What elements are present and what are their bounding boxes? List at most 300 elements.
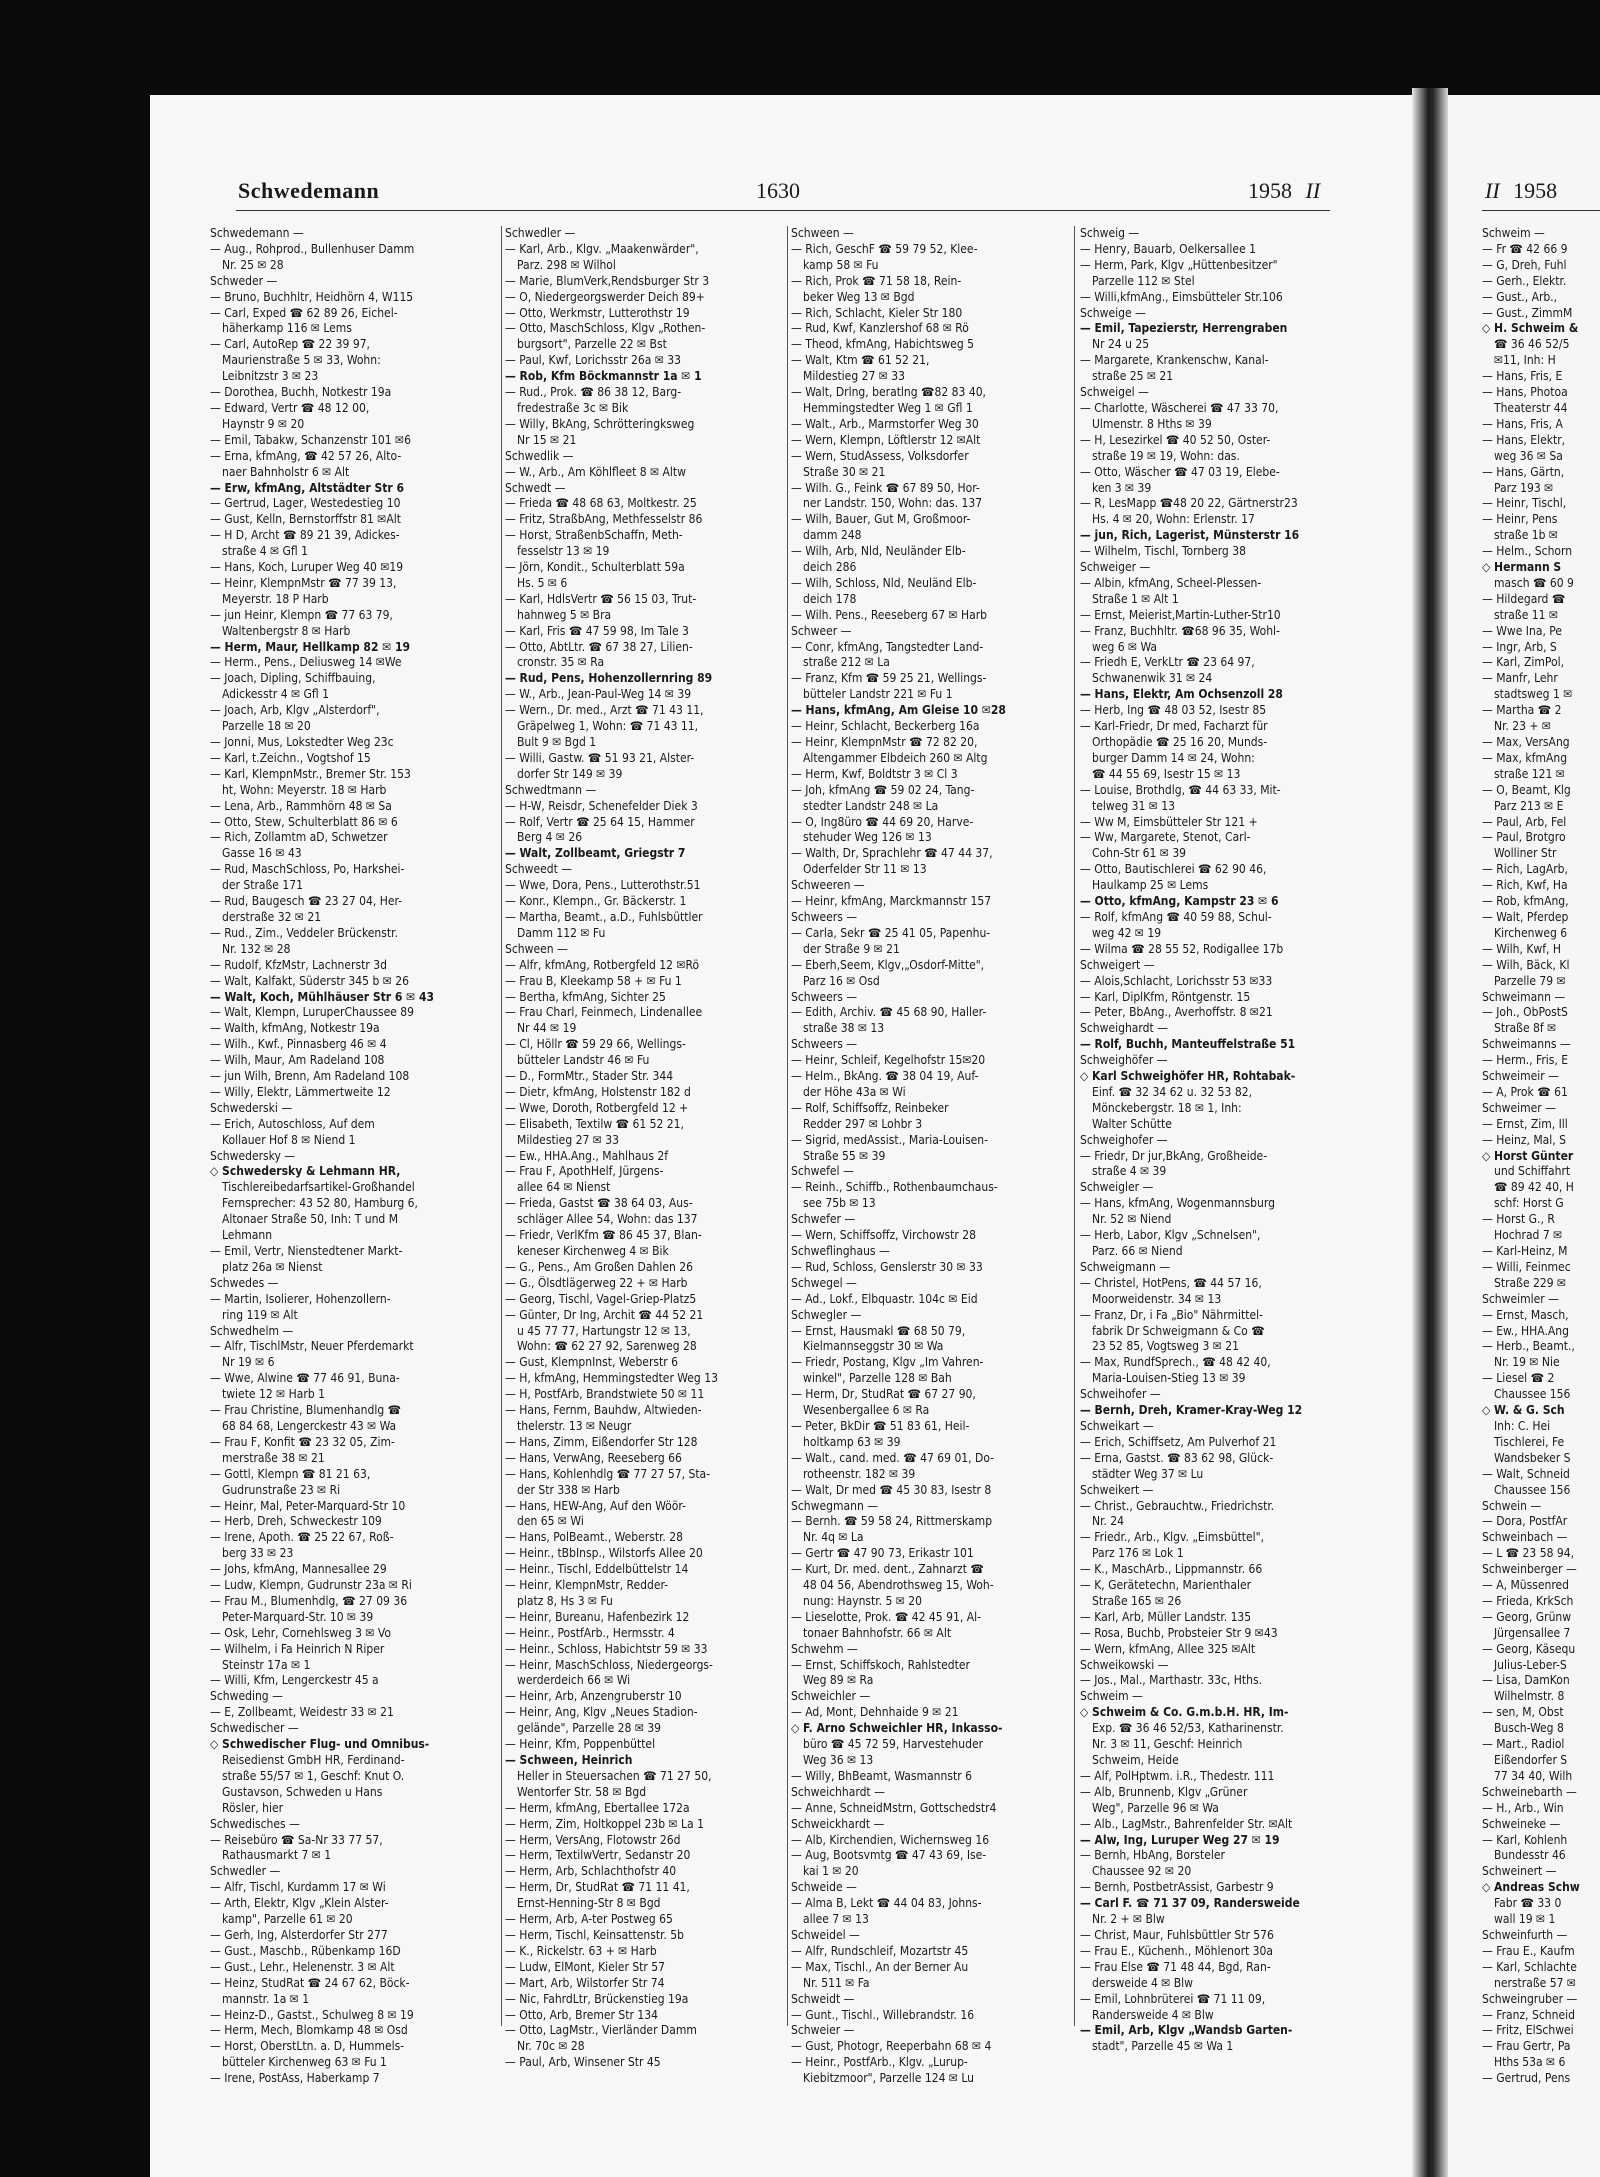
directory-line: häherkamp 116 ✉ Lems	[222, 321, 352, 336]
directory-line: — Max, Tischl., An der Berner Au	[791, 1959, 969, 1974]
directory-line: — Herm, Mech, Blomkamp 48 ✉ Osd	[210, 2023, 408, 2038]
directory-line: Chaussee 92 ✉ 20	[1092, 1864, 1192, 1879]
directory-column-right-page	[1482, 226, 1600, 2086]
directory-line: — Herm, Park, Klgv „Hüttenbesitzer"	[1080, 257, 1278, 272]
directory-line: — Frau E., Küchenh., Möhlenort 30a	[1080, 1943, 1274, 1958]
directory-line: — Herm., Fris, E	[1482, 1053, 1569, 1068]
directory-line: — Wwe, Alwine ☎ 77 46 91, Buna-	[210, 1371, 400, 1386]
directory-line: — Ww, Margarete, Stenot, Carl-	[1080, 830, 1251, 845]
directory-line: — Friedr., Arb., Klgv. „Eimsbüttel",	[1080, 1530, 1265, 1545]
directory-line: 48 04 56, Abendrothsweg 15, Woh-	[803, 1578, 994, 1593]
directory-line: Wilhelmstr. 8	[1494, 1689, 1565, 1704]
directory-line: Nr. 24	[1092, 1514, 1124, 1529]
directory-line: kai 1 ✉ 20	[803, 1864, 859, 1879]
directory-line: kamp 58 ✉ Fu	[803, 257, 879, 272]
directory-line: — Karl, DiplKfm, Röntgenstr. 15	[1080, 989, 1251, 1004]
directory-line: — Edward, Vertr ☎ 48 12 00,	[210, 400, 370, 415]
directory-line: Hemmingstedter Weg 1 ✉ Gfl 1	[803, 400, 973, 415]
directory-line: Kiebitzmoor", Parzelle 124 ✉ Lu	[803, 2071, 975, 2086]
directory-line: Haynstr 9 ✉ 20	[222, 416, 305, 431]
directory-line: — Bernh, Dreh, Kramer-Kray-Weg 12	[1080, 1403, 1303, 1418]
entry-heading: Schweinberger —	[1482, 1562, 1577, 1577]
directory-line: — Frieda, Gastst ☎ 38 64 03, Aus-	[505, 1196, 693, 1211]
directory-line: — Erw, kfmAng, Altstädter Str 6	[210, 480, 404, 495]
directory-line: städter Weg 37 ✉ Lu	[1092, 1466, 1204, 1481]
directory-line: straße 19 ✉ 19, Wohn: das.	[1092, 448, 1240, 463]
directory-line: — Heinr, Bureanu, Hafenbezirk 12	[505, 1609, 690, 1624]
directory-line: — Alb., LagMstr., Bahrenfelder Str. ✉Alt	[1080, 1816, 1293, 1831]
directory-line: — Wwe, Doroth, Rotbergfeld 12 +	[505, 1100, 689, 1115]
directory-line: — Rud, Pens, Hohenzollernring 89	[505, 671, 713, 686]
directory-line: schf: Horst G	[1494, 1196, 1564, 1211]
directory-line: — Herb, Ing ☎ 48 03 52, Isestr 85	[1080, 703, 1267, 718]
directory-line: Hs. 5 ✉ 6	[517, 575, 568, 590]
directory-line: hahnweg 5 ✉ Bra	[517, 607, 612, 622]
directory-line: — A, Müssenred	[1482, 1578, 1570, 1593]
directory-line: — O, Beamt, Klg	[1482, 782, 1571, 797]
directory-line: — Frau F, ApothHelf, Jürgens-	[505, 1164, 664, 1179]
directory-line: Straße 55 ✉ 39	[803, 1148, 886, 1163]
directory-line: Walter Schütte	[1092, 1116, 1172, 1131]
entry-heading: Schweikart —	[1080, 1418, 1154, 1433]
directory-line: — Helm., BkAng. ☎ 38 04 19, Auf-	[791, 1069, 979, 1084]
directory-line: — Heinr, KlempnMstr, Redder-	[505, 1578, 669, 1593]
directory-line: — Hans, kfmAng, Am Gleise 10 ✉28	[791, 703, 1006, 718]
directory-line: — Rich, Schlacht, Kieler Str 180	[791, 305, 963, 320]
directory-line: Busch-Weg 8	[1494, 1721, 1564, 1736]
directory-line: — Theod, kfmAng, Habichtsweg 5	[791, 337, 974, 352]
directory-line: — Hans, PolBeamt., Weberstr. 28	[505, 1530, 684, 1545]
directory-line: — Willi, Feinmec	[1482, 1259, 1571, 1274]
directory-line: stedter Landstr 248 ✉ La	[803, 798, 939, 813]
entry-heading: Schweidel —	[791, 1927, 860, 1942]
directory-line: — Lieselotte, Prok. ☎ 42 45 91, Al-	[791, 1609, 981, 1624]
directory-line: — Franz, Buchhltr. ☎68 96 35, Wohl-	[1080, 623, 1280, 638]
directory-line: Rösler, hier	[222, 1800, 284, 1815]
directory-line: — Herm, Arb, Schlachthofstr 40	[505, 1864, 677, 1879]
directory-line: — G, Dreh, Fuhl	[1482, 257, 1567, 272]
directory-line: ◇ Horst Günter	[1482, 1148, 1574, 1163]
entry-heading: Schwedersky —	[210, 1148, 296, 1163]
directory-line: rotheenstr. 182 ✉ 39	[803, 1466, 916, 1481]
directory-line: — Gottl, Klempn ☎ 81 21 63,	[210, 1466, 371, 1481]
directory-line: — Helm., Schorn	[1482, 544, 1573, 559]
directory-line: Rathausmarkt 7 ✉ 1	[222, 1848, 332, 1863]
directory-line: — Rolf, Buchh, Manteuffelstraße 51	[1080, 1037, 1296, 1052]
directory-line: — Ernst, Meierist,Martin-Luther-Str10	[1080, 607, 1281, 622]
directory-line: — Friedr, Postang, Klgv „Im Vahren-	[791, 1355, 984, 1370]
directory-line: — Wilh, Bauer, Gut M, Großmoor-	[791, 512, 971, 527]
directory-line: — Frau Charl, Feinmech, Lindenallee	[505, 1005, 703, 1020]
directory-line: — Martha, Beamt., a.D., Fuhlsbüttler	[505, 909, 703, 924]
directory-line: — Gertrud, Lager, Westedestieg 10	[210, 496, 401, 511]
directory-line: den 65 ✉ Wi	[517, 1514, 584, 1529]
directory-line: — Hans, Fris, E	[1482, 369, 1563, 384]
entry-heading: Schweiger —	[1080, 560, 1151, 575]
directory-line: — Max, kfmAng	[1482, 750, 1568, 765]
directory-line: — Karl, KlempnMstr., Bremer Str. 153	[210, 766, 411, 781]
directory-line: Lehmann	[222, 1228, 273, 1243]
directory-line: — Dietr, kfmAng, Holstenstr 182 d	[505, 1084, 691, 1099]
directory-line: — Carla, Sekr ☎ 25 41 05, Papenhu-	[791, 925, 991, 940]
directory-line: — Rud., Zim., Veddeler Brückenstr.	[210, 925, 398, 940]
directory-line: — Alb, Kirchendien, Wichernsweg 16	[791, 1832, 990, 1847]
entry-heading: Schwedes —	[210, 1275, 279, 1290]
directory-line: Nr. 132 ✉ 28	[222, 941, 291, 956]
entry-heading: Schweighardt —	[1080, 1021, 1168, 1036]
directory-line: — Hans, Elektr,	[1482, 432, 1566, 447]
directory-line: — Walt., cand. med. ☎ 47 69 01, Do-	[791, 1450, 995, 1465]
directory-line: — Max, RundfSprech., ☎ 48 42 40,	[1080, 1355, 1271, 1370]
directory-line: ken 3 ✉ 39	[1092, 480, 1152, 495]
directory-line: — Paul, Arb, Winsener Str 45	[505, 2055, 661, 2070]
directory-line: Weg", Parzelle 96 ✉ Wa	[1092, 1800, 1219, 1815]
directory-line: — Willi,kfmAng., Eimsbütteler Str.106	[1080, 289, 1283, 304]
directory-line: straße 11 ✉	[1494, 607, 1558, 622]
directory-line: — Louise, Brothdlg, ☎ 44 63 33, Mit-	[1080, 782, 1281, 797]
directory-line: — Hans, Photoa	[1482, 385, 1568, 400]
directory-line: Theaterstr 44	[1494, 400, 1568, 415]
directory-line: — Sigrid, medAssist., Maria-Louisen-	[791, 1132, 989, 1147]
directory-line: — Walt, Ktm ☎ 61 52 21,	[791, 353, 930, 368]
directory-line: ◇ Schwedersky & Lehmann HR,	[210, 1164, 401, 1179]
directory-line: — Ernst, Schiffskoch, Rahlstedter	[791, 1657, 970, 1672]
entry-heading: Schweier —	[791, 2023, 855, 2038]
directory-line: Jürgensallee 7	[1494, 1625, 1571, 1640]
directory-line: — Gertrud, Pens	[1482, 2071, 1571, 2086]
directory-line: Nr. 23 + ✉	[1494, 719, 1551, 734]
directory-line: — Wern, kfmAng, Allee 325 ✉Alt	[1080, 1641, 1256, 1656]
running-head-right: II 1958	[1485, 178, 1558, 203]
entry-heading: Schwefel —	[791, 1164, 854, 1179]
directory-line: — Walt, Dr med ☎ 45 30 83, Isestr 8	[791, 1482, 992, 1497]
directory-line: — Georg, Grünw	[1482, 1609, 1572, 1624]
directory-line: — Heinz, Mal, S	[1482, 1132, 1566, 1147]
directory-line: — Rich, Prok ☎ 71 58 18, Rein-	[791, 273, 962, 288]
directory-line: straße 25 ✉ 21	[1092, 369, 1174, 384]
directory-line: Fabr ☎ 33 0	[1494, 1896, 1562, 1911]
directory-line: Hochrad 7 ✉	[1494, 1228, 1563, 1243]
entry-heading: Schweichler —	[791, 1689, 871, 1704]
directory-line: allee 7 ✉ 13	[803, 1912, 869, 1927]
directory-line: — Arth, Elektr, Klgv „Klein Alster-	[210, 1896, 389, 1911]
directory-line: — Hans, Elektr, Am Ochsenzoll 28	[1080, 687, 1283, 702]
directory-line: Gräpelweg 1, Wohn: ☎ 71 43 11,	[517, 719, 699, 734]
directory-line: Parz. 298 ✉ Wilhol	[517, 257, 616, 272]
entry-heading: Schweder —	[210, 273, 278, 288]
directory-line: Nr. 3 ✉ 11, Geschf: Heinrich	[1092, 1737, 1243, 1752]
directory-line: ☎ 36 46 52/5	[1494, 337, 1570, 352]
directory-line: platz 8, Hs 3 ✉ Fu	[517, 1593, 613, 1608]
directory-line: — Rich, LagArb,	[1482, 862, 1568, 877]
directory-line: — Otto, Arb, Bremer Str 134	[505, 2007, 658, 2022]
entry-heading: Schweimeir —	[1482, 1069, 1559, 1084]
directory-line: — Ad, Mont, Dehnhaide 9 ✉ 21	[791, 1705, 959, 1720]
directory-line: — Fr ☎ 42 66 9	[1482, 241, 1568, 256]
directory-line: ✉11, Inh: H	[1494, 353, 1556, 368]
directory-line: Parz 16 ✉ Osd	[803, 973, 880, 988]
directory-line: merstraße 38 ✉ 21	[222, 1450, 325, 1465]
directory-line: Heller in Steuersachen ☎ 71 27 50,	[517, 1768, 712, 1783]
directory-line: — Irene, PostAss, Haberkamp 7	[210, 2071, 380, 2086]
entry-heading: Schweer —	[791, 623, 852, 638]
directory-line: ◇ W. & G. Sch	[1482, 1403, 1565, 1418]
directory-line: — Hans, Gärtn,	[1482, 464, 1565, 479]
book-gutter	[1412, 88, 1448, 2177]
directory-line: — Günter, Dr Ing, Archit ☎ 44 52 21	[505, 1307, 704, 1322]
entry-heading: Schweichhardt —	[791, 1784, 885, 1799]
directory-line: — Gerh, Ing, Alsterdorfer Str 277	[210, 1927, 388, 1942]
directory-line: — Alois,Schlacht, Lorichsstr 53 ✉33	[1080, 973, 1273, 988]
directory-line: — Martin, Isolierer, Hohenzollern-	[210, 1291, 391, 1306]
directory-line: fabrik Dr Schweigmann & Co ☎	[1092, 1323, 1265, 1338]
entry-heading: Schwegel —	[791, 1275, 857, 1290]
directory-line: Bundesstr 46	[1494, 1848, 1566, 1863]
directory-line: — Bernh, HbAng, Borsteler	[1080, 1848, 1225, 1863]
directory-line: und Schiffahrt	[1494, 1164, 1571, 1179]
entry-heading: Schweighöfer —	[1080, 1053, 1168, 1068]
directory-line: — Karl-Heinz, M	[1482, 1244, 1568, 1258]
directory-line: 77 34 40, Wilh	[1494, 1768, 1573, 1783]
directory-line: — Erna, Gastst. ☎ 83 62 98, Glück-	[1080, 1450, 1274, 1465]
directory-line: — R, LesMapp ☎48 20 22, Gärtnerstr23	[1080, 496, 1298, 511]
directory-line: — Reisebüro ☎ Sa-Nr 33 77 57,	[210, 1832, 383, 1847]
directory-line: — Rudolf, KfzMstr, Lachnerstr 3d	[210, 957, 387, 972]
directory-line: Schweim, Heide	[1092, 1753, 1179, 1767]
scan-border-top	[0, 0, 1600, 95]
directory-line: — Lena, Arb., Rammhörn 48 ✉ Sa	[210, 798, 392, 813]
directory-line: Ulmenstr. 8 Hths ✉ 39	[1092, 416, 1212, 431]
directory-line: — Carl, Exped ☎ 62 89 26, Eichel-	[210, 305, 398, 320]
running-head-year: 1958 II	[1248, 178, 1321, 203]
directory-line: — Hans, Koch, Luruper Weg 40 ✉19	[210, 560, 404, 575]
directory-line: — O, Ing8üro ☎ 44 69 20, Harve-	[791, 814, 974, 829]
directory-line: — Emil, Arb, Klgv „Wandsb Garten-	[1080, 2023, 1293, 2038]
directory-line: Nr. 52 ✉ Niend	[1092, 1212, 1172, 1227]
entry-heading: Schweedt —	[505, 862, 573, 877]
directory-line: — H., Arb., Win	[1482, 1800, 1564, 1815]
entry-heading: Schwedlik —	[505, 448, 574, 463]
directory-line: Eißendorfer S	[1494, 1753, 1568, 1767]
directory-line: — Horst G., R	[1482, 1212, 1555, 1227]
directory-line: — Otto, Stew, Schulterblatt 86 ✉ 6	[210, 814, 398, 829]
directory-line: Parz 213 ✉ E	[1494, 798, 1564, 813]
entry-heading: Schween —	[791, 226, 854, 240]
directory-line: — jun Wilh, Brenn, Am Radeland 108	[210, 1069, 410, 1084]
entry-heading: Schwedemann —	[210, 226, 304, 240]
entry-heading: Schwedler —	[210, 1864, 281, 1879]
directory-line: — Heinr., Schloss, Habichtstr 59 ✉ 33	[505, 1641, 708, 1656]
directory-line: — Alw, Ing, Luruper Weg 27 ✉ 19	[1080, 1832, 1280, 1847]
directory-line: — Aug, Bootsvmtg ☎ 47 43 69, Ise-	[791, 1848, 987, 1863]
directory-line: Wohn: ☎ 62 27 92, Sarenweg 28	[517, 1339, 697, 1354]
directory-line: stehuder Weg 126 ✉ 13	[803, 830, 932, 845]
directory-line: — Frieda, KrkSch	[1482, 1593, 1574, 1608]
entry-heading: Schweigert —	[1080, 957, 1155, 972]
directory-line: naer Bahnholstr 6 ✉ Alt	[222, 464, 350, 479]
directory-line: — Georg, Tischl, Vagel-Griep-Platz5	[505, 1291, 697, 1306]
directory-line: — Rud, Schloss, Genslerstr 30 ✉ 33	[791, 1259, 983, 1274]
directory-line: Steinstr 17a ✉ 1	[222, 1657, 311, 1672]
directory-line: — Max, VersAng	[1482, 735, 1570, 749]
directory-line: deich 286	[803, 560, 857, 575]
directory-line: — H-W, Reisdr, Schenefelder Diek 3	[505, 798, 698, 813]
entry-heading: Schweineke —	[1482, 1816, 1561, 1831]
directory-line: — Ww M, Eimsbütteler Str 121 +	[1080, 814, 1258, 829]
directory-line: damm 248	[803, 528, 862, 543]
directory-line: — Wilh, Schloss, Nld, Neuländ Elb-	[791, 575, 977, 590]
directory-line: — Mart, Arb, Wilstorfer Str 74	[505, 1975, 665, 1990]
directory-line: — Walt, Koch, Mühlhäuser Str 6 ✉ 43	[210, 989, 434, 1004]
directory-line: Nr. 19 ✉ Nie	[1494, 1355, 1560, 1370]
directory-line: — Hans, Fernm, Bauhdw, Altwieden-	[505, 1403, 702, 1418]
directory-line: — Frau M., Blumenhdlg, ☎ 27 09 36	[210, 1593, 408, 1608]
directory-line: — Hans, Fris, A	[1482, 416, 1563, 431]
directory-line: — Manfr, Lehr	[1482, 671, 1558, 686]
directory-line: — Konr., Klempn., Gr. Bäckerstr. 1	[505, 894, 687, 909]
directory-line: — Wilh. G., Feink ☎ 67 89 50, Hor-	[791, 480, 980, 495]
directory-line: — Henry, Bauarb, Oelkersallee 1	[1080, 241, 1257, 256]
directory-line: — Friedr, VerlKfm ☎ 86 45 37, Blan-	[505, 1228, 702, 1243]
column-divider	[501, 226, 502, 2026]
entry-heading: Schwehm —	[791, 1641, 858, 1656]
directory-line: — Karl-Friedr, Dr med, Facharzt für	[1080, 719, 1268, 734]
entry-heading: Schweimann —	[1482, 989, 1566, 1004]
directory-line: — Alma B, Lekt ☎ 44 04 83, Johns-	[791, 1896, 982, 1911]
directory-line: — Willy, BkAng, Schrötteringksweg	[505, 416, 695, 431]
directory-line: — E, Zollbeamt, Weidestr 33 ✉ 21	[210, 1705, 394, 1720]
entry-heading: Schweers —	[791, 909, 858, 924]
directory-line: — Dorothea, Buchh, Notkestr 19a	[210, 385, 392, 400]
directory-line: — Wern, Klempn, Löftlerstr 12 ✉Alt	[791, 432, 981, 447]
directory-line: Oderfelder Str 11 ✉ 13	[803, 862, 927, 877]
directory-column-4	[1080, 226, 1370, 2086]
directory-line: bütteler Landstr 221 ✉ Fu 1	[803, 687, 953, 702]
directory-line: — Rud, MaschSchloss, Po, Harkshei-	[210, 862, 405, 877]
directory-line: — Wilh, Kwf, H	[1482, 941, 1562, 956]
directory-line: Einf. ☎ 32 34 62 u. 32 53 82,	[1092, 1084, 1252, 1099]
entry-heading: Schweers —	[791, 1037, 858, 1052]
entry-heading: Schweikert —	[1080, 1482, 1154, 1497]
directory-line: ☎ 89 42 40, H	[1494, 1180, 1574, 1195]
directory-line: — Friedh E, VerkLtr ☎ 23 64 97,	[1080, 655, 1255, 670]
directory-line: — K., MaschArb., Lippmannstr. 66	[1080, 1562, 1263, 1577]
directory-line: Meyerstr. 18 P Harb	[222, 591, 329, 606]
entry-heading: Schweflinghaus —	[791, 1244, 890, 1258]
directory-line: Straße 229 ✉	[1494, 1275, 1567, 1290]
scan-border-left	[0, 0, 150, 2177]
directory-line: — Hans, Kohlenhdlg ☎ 77 27 57, Sta-	[505, 1466, 711, 1481]
directory-line: tonaer Bahnhofstr. 66 ✉ Alt	[803, 1625, 952, 1640]
directory-line: straße 4 ✉ 39	[1092, 1164, 1167, 1179]
directory-line: Nr 19 ✉ 6	[222, 1355, 275, 1370]
directory-line: — Joach, Arb, Klgv „Alsterdorf",	[210, 703, 380, 718]
directory-line: Kirchenweg 6	[1494, 925, 1568, 940]
directory-line: fesselstr 13 ✉ 19	[517, 544, 610, 559]
entry-heading: Schwefer —	[791, 1212, 856, 1227]
directory-line: Hths 53a ✉ 6	[1494, 2055, 1566, 2070]
directory-line: Altengammer Elbdeich 260 ✉ Altg	[803, 750, 988, 765]
entry-heading: Schweding —	[210, 1689, 283, 1704]
directory-line: Mönckebergstr. 18 ✉ 1, Inh:	[1092, 1100, 1242, 1115]
directory-line: ht, Wohn: Meyerstr. 18 ✉ Harb	[222, 782, 387, 797]
directory-line: — Willy, Elektr, Lämmertweite 12	[210, 1084, 391, 1099]
directory-line: der Höhe 43a ✉ Wi	[803, 1084, 906, 1099]
directory-line: ◇ F. Arno Schweichler HR, Inkasso-	[791, 1721, 1003, 1736]
directory-line: — Erich, Schiffsetz, Am Pulverhof 21	[1080, 1434, 1277, 1449]
directory-line: ◇ H. Schweim &	[1482, 321, 1579, 336]
directory-line: Leibnitzstr 3 ✉ 23	[222, 369, 319, 384]
directory-line: — Herm., Pens., Deliusweg 14 ✉We	[210, 655, 402, 670]
directory-line: — Erich, Autoschloss, Auf dem	[210, 1116, 375, 1131]
directory-line: — Horst, OberstLtn. a. D, Hummels-	[210, 2039, 405, 2054]
directory-line: — Frau Gertr, Pa	[1482, 2039, 1571, 2054]
directory-line: — K, Gerätetechn, Marienthaler	[1080, 1578, 1252, 1593]
directory-line: — Gust., Maschb., Rübenkamp 16D	[210, 1943, 401, 1958]
page-number: 1630	[756, 178, 800, 203]
directory-line: — Joh., ObPostS	[1482, 1005, 1568, 1020]
directory-line: — Rolf, kfmAng ☎ 40 59 88, Schul-	[1080, 909, 1272, 924]
directory-line: — Peter, BkDir ☎ 51 83 61, Heil-	[791, 1418, 970, 1433]
entry-heading: Schwedt —	[505, 480, 566, 495]
directory-line: — Carl, AutoRep ☎ 22 39 97,	[210, 337, 370, 352]
directory-line: straße 1b ✉	[1494, 528, 1558, 543]
entry-heading: Schweim —	[1482, 226, 1545, 240]
directory-line: — Herm, kfmAng, Ebertallee 172a	[505, 1800, 690, 1815]
directory-line: — H, Lesezirkel ☎ 40 52 50, Oster-	[1080, 432, 1271, 447]
directory-line: — Ingr, Arb, S	[1482, 639, 1557, 654]
directory-line: — Osk, Lehr, Cornehlsweg 3 ✉ Vo	[210, 1625, 391, 1640]
directory-line: — Otto, kfmAng, Kampstr 23 ✉ 6	[1080, 894, 1279, 909]
directory-line: werderdeich 66 ✉ Wi	[517, 1673, 631, 1688]
directory-line: — Rich, Kwf, Ha	[1482, 878, 1568, 893]
entry-heading: Schweikowski —	[1080, 1657, 1169, 1672]
directory-line: Weg 89 ✉ Ra	[803, 1673, 874, 1688]
entry-heading: Schweinfurth —	[1482, 1927, 1568, 1942]
entry-heading: Schweinebarth —	[1482, 1784, 1577, 1799]
directory-line: Gudrunstraße 23 ✉ Ri	[222, 1482, 341, 1497]
directory-line: — Gust., Lehr., Helenenstr. 3 ✉ Alt	[210, 1959, 395, 1974]
directory-line: — Rich, Zollamtm aD, Schwetzer	[210, 830, 388, 845]
directory-line: — Bernh, PostbetrAssist, Garbestr 9	[1080, 1880, 1274, 1895]
directory-line: — Wilh., Kwf., Pinnasberg 46 ✉ 4	[210, 1037, 387, 1052]
directory-line: — Ad., Lokf., Elbquastr. 104c ✉ Eid	[791, 1291, 978, 1306]
directory-line: — Christ., Gebrauchtw., Friedrichstr.	[1080, 1498, 1275, 1513]
header-rule	[236, 210, 1330, 211]
directory-line: — Herb., Beamt.,	[1482, 1339, 1575, 1354]
directory-line: — Walt, Kalfakt, Süderstr 345 b ✉ 26	[210, 973, 409, 988]
entry-heading: Schweim —	[1080, 1689, 1143, 1704]
directory-line: — Otto, Bautischlerei ☎ 62 90 46,	[1080, 862, 1267, 877]
directory-line: — Heinr, Arb, Anzengruberstr 10	[505, 1689, 682, 1704]
directory-line: — D., FormMtr., Stader Str. 344	[505, 1069, 674, 1084]
directory-line: — Martha ☎ 2	[1482, 703, 1562, 718]
directory-line: — Fritz, ElSchwei	[1482, 2023, 1574, 2038]
directory-line: — Heinr., tBbInsp., Wilstorfs Allee 20	[505, 1546, 703, 1561]
directory-line: Randersweide 4 ✉ Blw	[1092, 2007, 1214, 2022]
directory-line: — Rolf, Vertr ☎ 25 64 15, Hammer	[505, 814, 695, 829]
entry-heading: Schweickhardt —	[791, 1816, 885, 1831]
directory-line: — Emil, Lohnbrüterei ☎ 71 11 09,	[1080, 1991, 1266, 2006]
directory-line: — Wilh, Maur, Am Radeland 108	[210, 1053, 385, 1068]
entry-heading: Schweig —	[1080, 226, 1140, 240]
entry-heading: Schwein —	[1482, 1498, 1542, 1513]
directory-line: — Liesel ☎ 2	[1482, 1371, 1555, 1386]
directory-line: Exp. ☎ 36 46 52/53, Katharinenstr.	[1092, 1721, 1284, 1736]
entry-heading: Schweinbach —	[1482, 1530, 1568, 1545]
directory-line: — Aug., Rohprod., Bullenhuser Damm	[210, 241, 415, 256]
directory-line: weg 6 ✉ Wa	[1092, 639, 1158, 654]
